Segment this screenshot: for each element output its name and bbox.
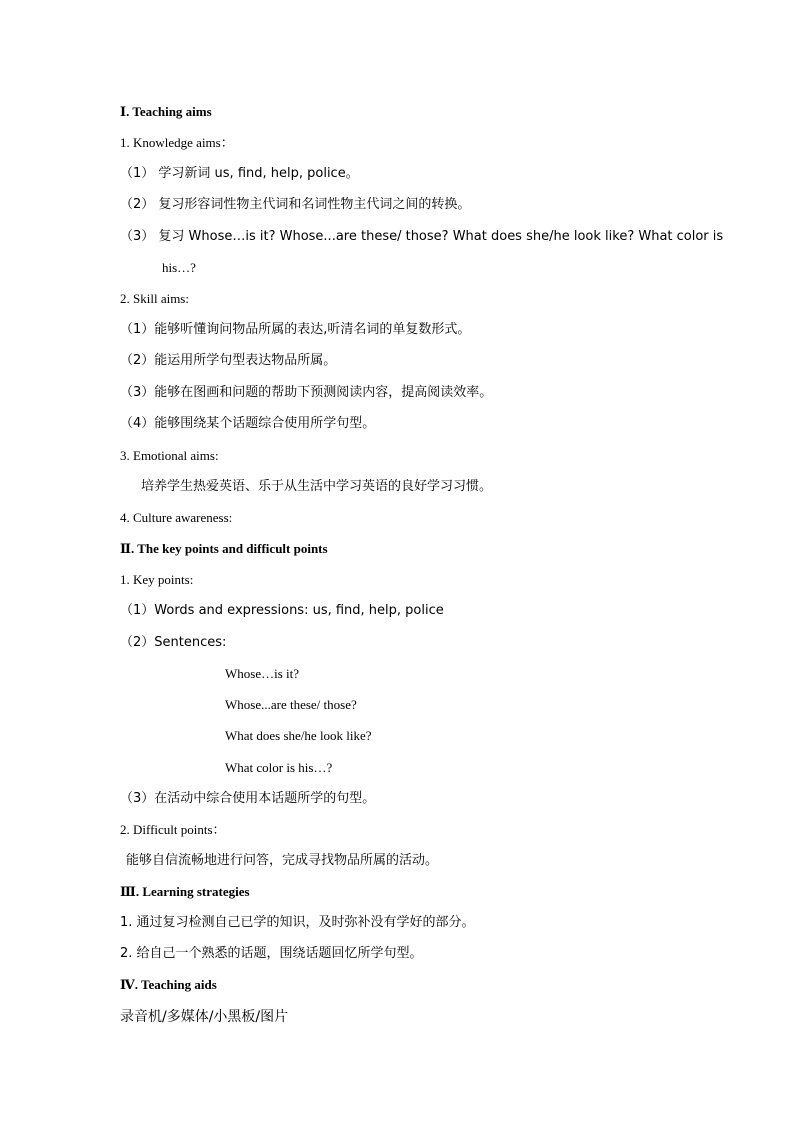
culture-awareness-heading: 4. Culture awareness: <box>120 510 233 525</box>
key-point-words: （1）Words and expressions: us, find, help, police <box>120 603 444 618</box>
skill-aim-4: （4）能够围绕某个话题综合使用所学句型。 <box>120 416 376 431</box>
emotional-aim-text: 培养学生热爱英语、乐于从生活中学习英语的良好学习习惯。 <box>141 479 493 494</box>
sentence-3: What does she/he look like? <box>225 728 372 743</box>
difficult-points-heading: 2. Difficult points： <box>120 822 226 837</box>
teaching-aids-text: 录音机/多媒体/小黑板/图片 <box>120 1009 289 1025</box>
learning-strategy-1: 1. 通过复习检测自己已学的知识，及时弥补没有学好的部分。 <box>120 915 475 930</box>
key-point-3: （3）在活动中综合使用本话题所学的句型。 <box>120 791 376 806</box>
learning-strategy-2: 2. 给自己一个熟悉的话题，围绕话题回忆所学句型。 <box>120 946 423 961</box>
skill-aims-heading: 2. Skill aims: <box>120 291 189 306</box>
section-heading-key-points: Ⅱ. The key points and difficult points <box>120 541 328 556</box>
emotional-aims-heading: 3. Emotional aims: <box>120 448 219 463</box>
key-point-sentences: （2）Sentences: <box>120 635 227 650</box>
section-heading-learning-strategies: Ⅲ. Learning strategies <box>120 884 250 899</box>
key-points-heading: 1. Key points: <box>120 572 194 587</box>
skill-aim-1: （1）能够听懂询问物品所属的表达,听清名词的单复数形式。 <box>120 322 471 337</box>
knowledge-aim-2: （2） 复习形容词性物主代词和名词性物主代词之间的转换。 <box>120 197 471 212</box>
knowledge-aims-heading: 1. Knowledge aims： <box>120 135 234 150</box>
sentence-4: What color is his…? <box>225 760 333 775</box>
knowledge-aim-1: （1） 学习新词 us, find, help, police。 <box>120 166 359 181</box>
difficult-point-text: 能够自信流畅地进行问答，完成寻找物品所属的活动。 <box>126 853 439 868</box>
skill-aim-2: （2）能运用所学句型表达物品所属。 <box>120 353 337 368</box>
knowledge-aim-3: （3） 复习 Whose…is it? Whose...are these/ those? What does she/he look like? What color is <box>120 229 724 244</box>
skill-aim-3: （3）能够在图画和问题的帮助下预测阅读内容，提高阅读效率。 <box>120 385 493 400</box>
section-heading-teaching-aims: Ⅰ. Teaching aims <box>120 104 212 119</box>
section-heading-teaching-aids: Ⅳ. Teaching aids <box>120 977 217 992</box>
knowledge-aim-3-continuation: his…? <box>162 260 196 275</box>
sentence-2: Whose...are these/ those? <box>225 697 357 712</box>
sentence-1: Whose…is it? <box>225 666 300 681</box>
